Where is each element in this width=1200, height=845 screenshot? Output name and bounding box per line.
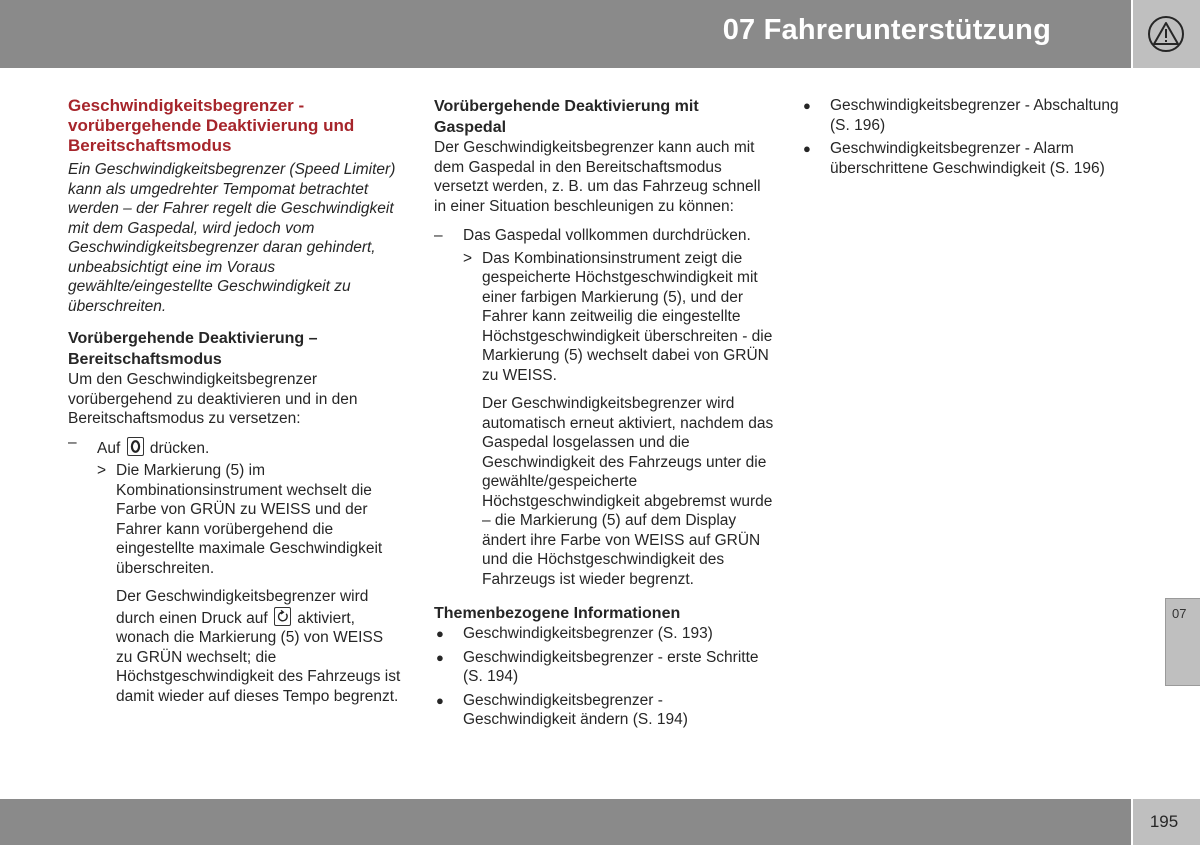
- result-marker: >: [463, 249, 473, 267]
- related-link-text: Geschwindigkeitsbegrenzer (S. 193): [463, 625, 713, 642]
- bullet-marker: ●: [436, 626, 444, 641]
- chapter-side-tab[interactable]: [1165, 598, 1200, 686]
- standby-paragraph: Um den Geschwindigkeitsbegrenzer vorübergehend zu deaktivieren und in den Bereitschaftsmodus zu versetzen:: [68, 371, 358, 427]
- continuation-text: [68, 587, 403, 706]
- related-link[interactable]: [801, 96, 1141, 135]
- result-item: [68, 461, 403, 578]
- step-suffix: drücken.: [149, 439, 210, 457]
- subheading-accelerator: Vorübergehende Deaktivierung mit Gaspedal: [434, 98, 699, 136]
- page-number-box: [1133, 799, 1200, 845]
- related-link-text: Geschwindigkeitsbegrenzer - erste Schritte (S. 194): [463, 648, 759, 685]
- related-link[interactable]: [801, 139, 1141, 178]
- related-link[interactable]: [434, 624, 774, 644]
- step-item: [434, 226, 774, 246]
- bullet-marker: ●: [803, 98, 811, 113]
- chapter-tab-label: 07: [1172, 606, 1187, 621]
- step-item: [68, 433, 403, 459]
- column-3: [801, 96, 1141, 178]
- zero-button-icon: [127, 437, 144, 456]
- continuation-prefix: Der Geschwindigkeitsbegrenzer wird durch einen Druck auf: [116, 588, 369, 627]
- subheading-standby: Vorübergehende Deaktivierung – Bereitschaftsmodus: [68, 330, 318, 368]
- step-text: Das Gaspedal vollkommen durchdrücken.: [463, 227, 751, 244]
- related-link-text: Geschwindigkeitsbegrenzer - Geschwindigkeit ändern (S. 194): [463, 691, 688, 728]
- header-icon-box: [1133, 0, 1200, 68]
- result-marker: >: [97, 462, 107, 479]
- warning-triangle-icon: [1147, 16, 1185, 52]
- continuation-text: Der Geschwindigkeitsbegrenzer wird automatisch erneut aktiviert, nachdem das Gaspedal losgelassen und die Geschwindigkeit des Fahrzeugs unter die gewählte/gespeicherte Höchstgeschwindigkeit abgebremst wurde – die Markierung (5) auf dem Display ändert ihre Farbe von WEISS auf GRÜN und die Höchstgeschwindigkeit des Fahrzeugs ist wieder begrenzt.: [482, 395, 774, 588]
- result-item: [434, 249, 774, 386]
- chapter-title: 07 Fahrerunterstützung: [722, 14, 1051, 46]
- bullet-marker: ●: [436, 692, 444, 708]
- related-link[interactable]: [434, 691, 774, 730]
- result-text: Die Markierung (5) im Kombinationsinstrument wechselt die Farbe von GRÜN zu WEISS und der Fahrer kann vorübergehend die eingestellte maximale Geschwindigkeit überschreiten.: [116, 462, 383, 577]
- result-text: Das Kombinationsinstrument zeigt die gespeicherte Höchstgeschwindigkeit mit einer farbigen Markierung (5), und der Fahrer kann zeitweilig die eingestellte Höchstgeschwindigkeit überschreiten - die Markierung (5) wechselt dabei von GRÜN zu WEISS.: [482, 249, 773, 384]
- continuation-suffix: aktiviert, wonach die Markierung (5) von WEISS zu GRÜN wechselt; die Höchstgeschwindigkeit des Fahrzeugs ist damit wieder auf dieses Tempo begrenzt.: [116, 609, 401, 705]
- page-number: 195: [1149, 812, 1179, 831]
- bullet-marker: ●: [436, 649, 444, 665]
- resume-button-icon: [274, 607, 291, 626]
- step-prefix: Auf: [97, 439, 121, 457]
- dash-marker: –: [68, 433, 77, 451]
- section-heading: Geschwindigkeitsbegrenzer - vorübergehende Deaktivierung und Bereitschaftsmodus: [68, 96, 355, 155]
- related-link-text: Geschwindigkeitsbegrenzer - Abschaltung (S. 196): [830, 97, 1119, 134]
- related-heading: Themenbezogene Informationen: [434, 605, 681, 622]
- dash-marker: –: [434, 227, 443, 244]
- accelerator-paragraph: Der Geschwindigkeitsbegrenzer kann auch mit dem Gaspedal in den Bereitschaftsmodus versetzt werden, z. B. um das Fahrzeug schnell in einer Situation beschleunigen zu können:: [434, 139, 761, 215]
- column-1: [68, 96, 403, 706]
- bullet-marker: ●: [803, 141, 811, 156]
- footer-bar: [0, 799, 1131, 845]
- related-link[interactable]: [434, 648, 774, 687]
- intro-text: Ein Geschwindigkeitsbegrenzer (Speed Limiter) kann als umgedrehter Tempomat betrachtet werden – der Fahrer regelt die Geschwindigkeit mit dem Gaspedal, wird jedoch vom Geschwindigkeitsbegrenzer daran gehindert, unbeabsichtigt eine im Voraus gewählte/eingestellte Geschwindigkeit zu überschreiten.: [68, 161, 396, 315]
- column-2: [434, 96, 774, 730]
- header-bar: [0, 0, 1131, 68]
- related-link-text: Geschwindigkeitsbegrenzer - Alarm überschrittene Geschwindigkeit (S. 196): [830, 140, 1105, 177]
